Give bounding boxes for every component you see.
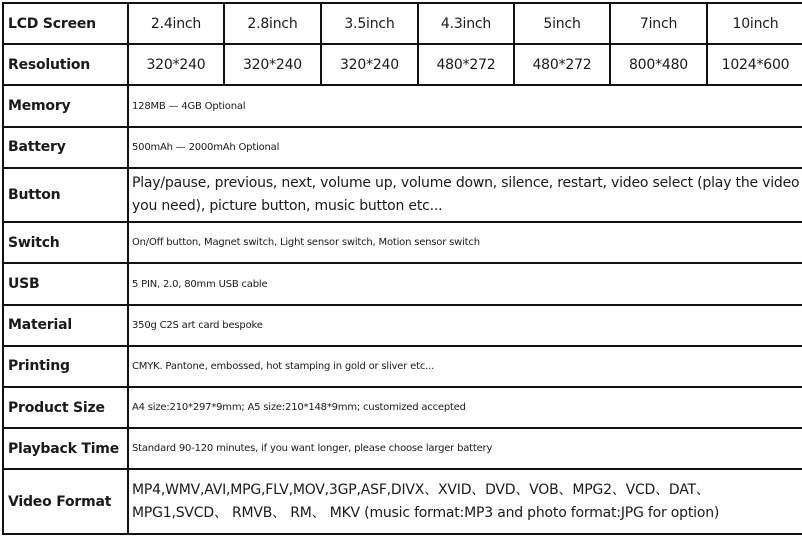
- switch-label: Switch: [3, 222, 128, 263]
- button-row: [3, 168, 802, 222]
- resolution-cell: 800*480: [610, 44, 707, 85]
- lcd-screen-label: LCD Screen: [3, 3, 128, 44]
- resolution-cell: 1024*600: [707, 44, 802, 85]
- screen-size-cell: 3.5inch: [321, 3, 418, 44]
- battery-row: [3, 127, 802, 168]
- battery-value: 500mAh — 2000mAh Optional: [128, 127, 802, 168]
- video-format-label: Video Format: [3, 469, 128, 534]
- video-format-value: [128, 469, 802, 534]
- lcd-screen-row: [3, 3, 802, 44]
- button-label: Button: [3, 168, 128, 222]
- memory-value: 128MB — 4GB Optional: [128, 85, 802, 126]
- memory-row: [3, 85, 802, 126]
- screen-size-cell: 4.3inch: [418, 3, 514, 44]
- spec-table: [2, 2, 802, 535]
- printing-label: Printing: [3, 346, 128, 387]
- printing-row: [3, 346, 802, 387]
- screen-size-cell: 2.8inch: [224, 3, 321, 44]
- printing-value: CMYK. Pantone, embossed, hot stamping in gold or sliver etc...: [128, 346, 802, 387]
- battery-label: Battery: [3, 127, 128, 168]
- playback-time-label: Playback Time: [3, 428, 128, 469]
- product-size-value: A4 size:210*297*9mm; A5 size:210*148*9mm; customized accepted: [128, 387, 802, 428]
- product-size-label: Product Size: [3, 387, 128, 428]
- material-label: Material: [3, 305, 128, 346]
- resolution-cell: 320*240: [321, 44, 418, 85]
- screen-size-cell: 5inch: [514, 3, 610, 44]
- video-format-line: MP4,WMV,AVI,MPG,FLV,MOV,3GP,ASF,DIVX、XVID、DVD、VOB、MPG2、VCD、DAT、: [132, 481, 710, 498]
- material-value: 350g C2S art card bespoke: [128, 305, 802, 346]
- usb-row: [3, 263, 802, 304]
- video-format-row: [3, 469, 802, 534]
- video-format-line: MPG1,SVCD、 RMVB、 RM、 MKV (music format:MP3 and photo format:JPG for option): [132, 504, 720, 521]
- resolution-cell: 320*240: [224, 44, 321, 85]
- memory-label: Memory: [3, 85, 128, 126]
- usb-label: USB: [3, 263, 128, 304]
- resolution-label: Resolution: [3, 44, 128, 85]
- screen-size-cell: 2.4inch: [128, 3, 224, 44]
- playback-time-row: [3, 428, 802, 469]
- playback-time-value: Standard 90-120 minutes, if you want longer, please choose larger battery: [128, 428, 802, 469]
- switch-value: On/Off button, Magnet switch, Light sensor switch, Motion sensor switch: [128, 222, 802, 263]
- product-size-row: [3, 387, 802, 428]
- resolution-cell: 480*272: [418, 44, 514, 85]
- screen-size-cell: 7inch: [610, 3, 707, 44]
- button-value: Play/pause, previous, next, volume up, volume down, silence, restart, video select (play the video you need), picture button, music button etc...: [128, 168, 802, 222]
- material-row: [3, 305, 802, 346]
- screen-size-cell: 10inch: [707, 3, 802, 44]
- resolution-cell: 480*272: [514, 44, 610, 85]
- switch-row: [3, 222, 802, 263]
- resolution-cell: 320*240: [128, 44, 224, 85]
- resolution-row: [3, 44, 802, 85]
- usb-value: 5 PIN, 2.0, 80mm USB cable: [128, 263, 802, 304]
